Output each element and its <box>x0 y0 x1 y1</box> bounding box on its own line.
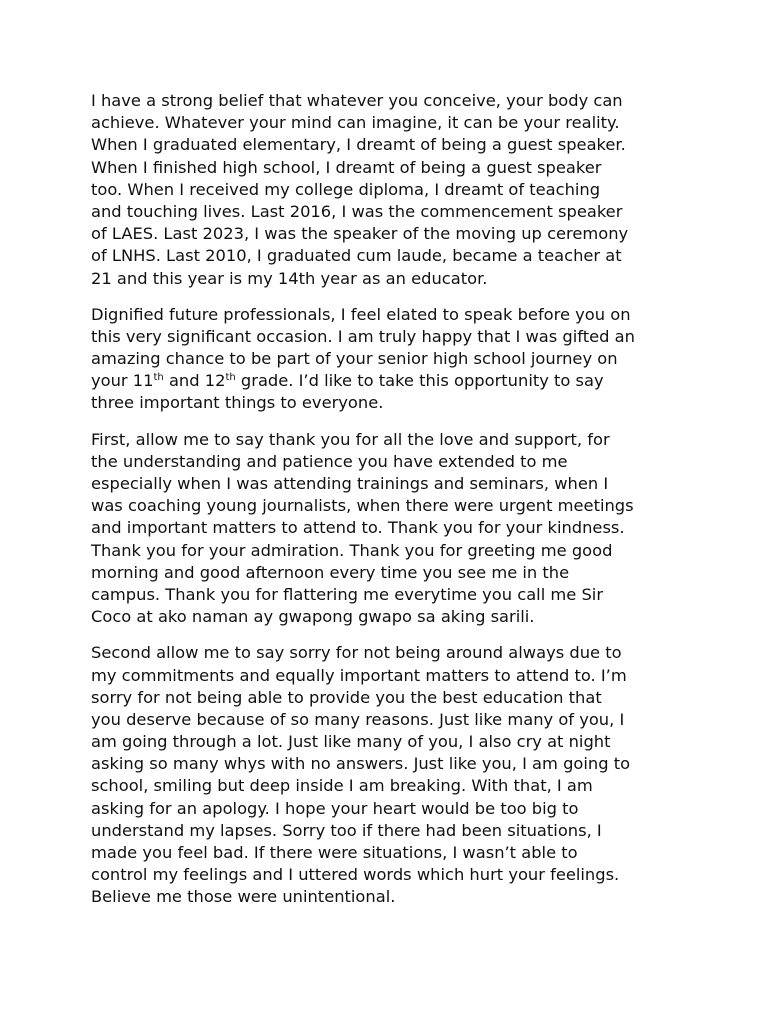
text-line: achieve. Whatever your mind can imagine, it can be your reality. <box>91 113 620 133</box>
text-line: campus. Thank you for flattering me everytime you call me Sir <box>91 584 604 604</box>
text-line: am going through a lot. Just like many of you, I also cry at night <box>91 732 611 752</box>
text-line: Believe me those were unintentional. <box>91 887 396 907</box>
text-line: asking so many whys with no answers. Just like you, I am going to <box>91 754 631 774</box>
text-line: morning and good afternoon every time you see me in the <box>91 562 570 582</box>
text-line: Dignified future professionals, I feel elated to speak before you on <box>91 304 631 324</box>
text-line: control my feelings and I uttered words which hurt your feelings. <box>91 865 620 885</box>
text-line: this very significant occasion. I am truly happy that I was gifted an <box>91 326 635 346</box>
text-line: I have a strong belief that whatever you conceive, your body can <box>91 91 623 110</box>
text-line: asking for an apology. I hope your heart would be too big to <box>91 798 579 818</box>
superscript-th: th <box>153 372 164 384</box>
text-line: you deserve because of so many reasons. Just like many of you, I <box>91 709 625 729</box>
text-line: was coaching young journalists, when there were urgent meetings <box>91 496 634 516</box>
text-line: Coco at ako naman ay gwapong gwapo sa aking sarili. <box>91 607 535 627</box>
text-line: the understanding and patience you have extended to me <box>91 451 568 471</box>
paragraph-dignified <box>91 304 691 415</box>
text-line: and touching lives. Last 2016, I was the commencement speaker <box>91 201 623 221</box>
grade-text-1: your 11 <box>91 371 154 391</box>
paragraph-thank-you <box>91 429 691 629</box>
text-line: understand my lapses. Sorry too if there had been situations, I <box>91 820 602 840</box>
text-line: and important matters to attend to. Thank you for your kindness. <box>91 518 625 538</box>
grade-text-3: grade. I’d like to take this opportunity to say <box>235 371 604 391</box>
grade-text-2: and 12 <box>163 371 226 391</box>
text-line: especially when I was attending trainings and seminars, when I <box>91 474 609 493</box>
text-line: three important things to everyone. <box>91 393 384 413</box>
text-line: When I finished high school, I dreamt of being a guest speaker <box>91 157 602 177</box>
text-line: of LNHS. Last 2010, I graduated cum laude, became a teacher at <box>91 246 622 266</box>
paragraph-belief <box>91 90 691 290</box>
superscript-th: th <box>225 372 236 384</box>
text-line: my commitments and equally important matters to attend to. I’m <box>91 665 627 685</box>
text-line: When I graduated elementary, I dreamt of being a guest speaker. <box>91 135 626 155</box>
text-line: amazing chance to be part of your senior high school journey on <box>91 349 618 369</box>
text-line: First, allow me to say thank you for all the love and support, for <box>91 429 610 449</box>
text-line: school, smiling but deep inside I am breaking. With that, I am <box>91 776 593 796</box>
text-line-grade <box>91 370 691 392</box>
paragraph-sorry <box>91 642 691 908</box>
document-body <box>91 90 691 923</box>
text-line: too. When I received my college diploma, I dreamt of teaching <box>91 179 601 199</box>
text-line: of LAES. Last 2023, I was the speaker of the moving up ceremony <box>91 224 629 244</box>
text-line: Second allow me to say sorry for not being around always due to <box>91 643 622 663</box>
text-line: 21 and this year is my 14th year as an educator. <box>91 268 488 288</box>
text-line: sorry for not being able to provide you the best education that <box>91 687 602 707</box>
text-line: made you feel bad. If there were situations, I wasn’t able to <box>91 843 578 862</box>
text-line: Thank you for your admiration. Thank you for greeting me good <box>91 540 613 560</box>
